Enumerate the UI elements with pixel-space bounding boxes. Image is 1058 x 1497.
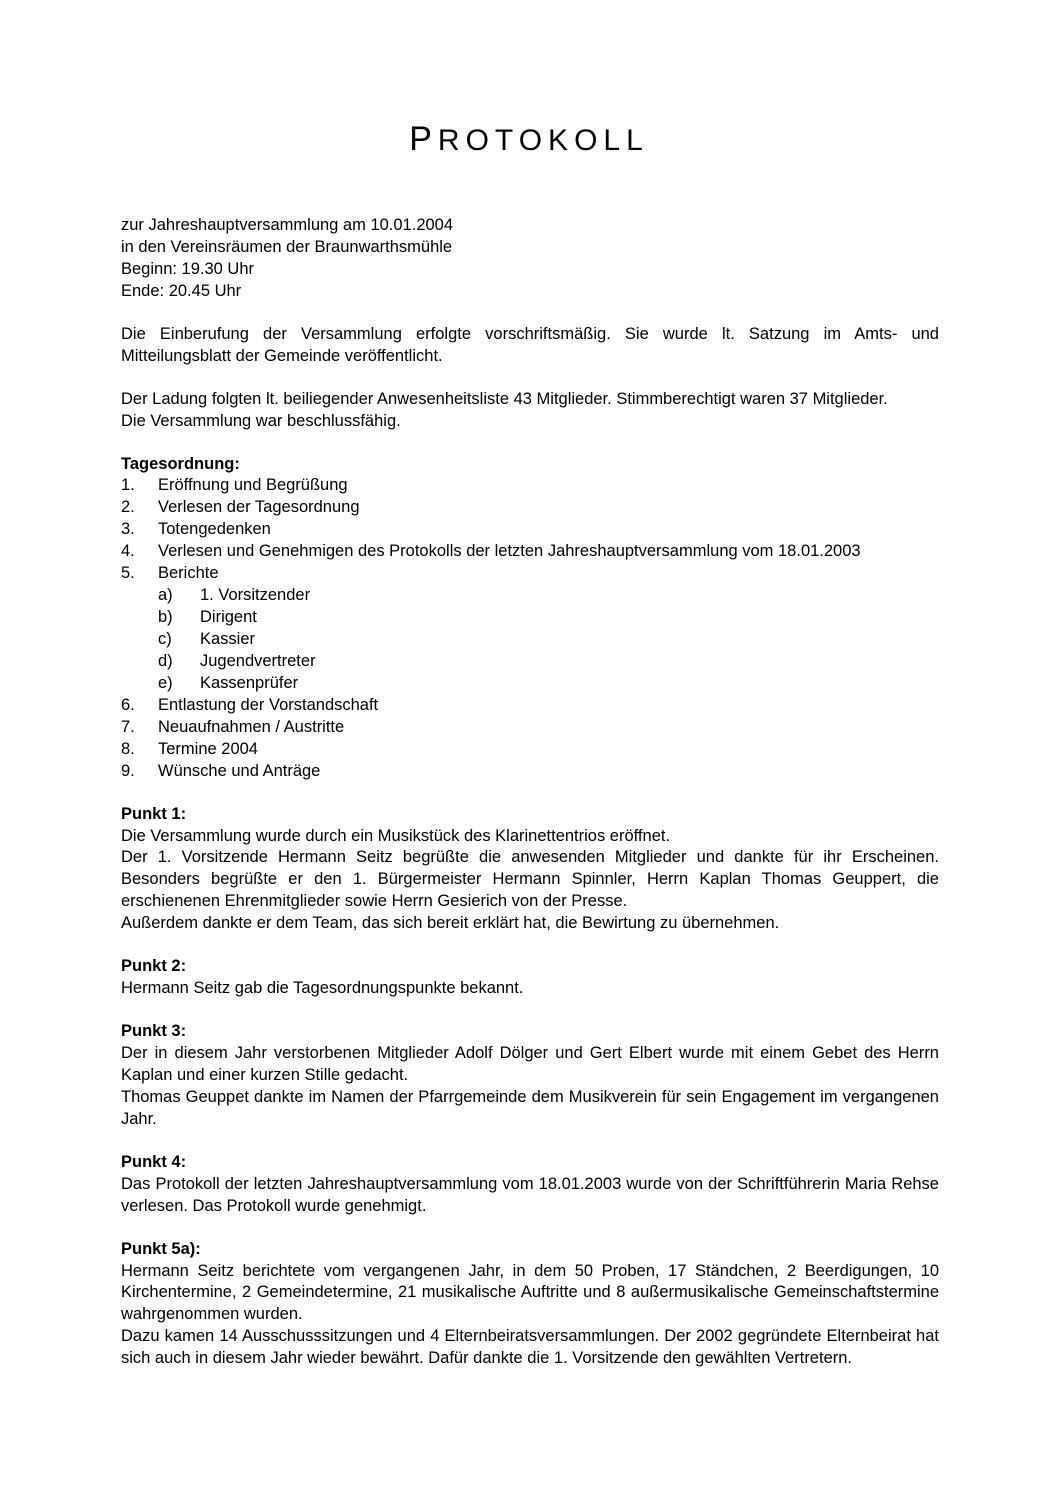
- title-letter: O: [518, 124, 549, 157]
- section-paragraph: Hermann Seitz gab die Tagesordnungspunkte bekannt.: [121, 979, 524, 998]
- list-item: [121, 563, 939, 585]
- agenda-sub-text: Jugendvertreter: [200, 651, 316, 670]
- agenda-sublist-wrap: [121, 585, 939, 695]
- title-letter: K: [548, 124, 575, 157]
- header-line: Beginn: 19.30 Uhr: [121, 259, 255, 278]
- agenda-sub-label: b): [158, 608, 173, 627]
- list-item: [121, 475, 939, 497]
- section-paragraph: Hermann Seitz berichtete vom vergangenen Jahr, in dem 50 Proben, 17 Ständchen, 2 Beerdigungen, 10 Kirchentermine, 2 Gemeindetermine, 21 musikalische Auftritte und 8 außermusikalische Gemeinschaftstermine wahrgenommen wurden.: [121, 1261, 939, 1324]
- list-item: [121, 541, 939, 563]
- section-paragraph: Der 1. Vorsitzende Hermann Seitz begrüßte die anwesenden Mitglieder und dankte für ihr Erscheinen. Besonders begrüßte er den 1. Bürgermeister Hermann Spinnler, Herrn Kaplan Thomas Geuppert, die erschienenen Ehrenmitglieder sowie Herrn Gesierich von der Presse.: [121, 848, 939, 911]
- list-item: [158, 651, 939, 673]
- agenda-number: 3.: [121, 520, 135, 539]
- agenda-text: Berichte: [158, 564, 219, 583]
- agenda-sublist: [158, 585, 939, 695]
- section-heading: Punkt 5a):: [121, 1239, 201, 1258]
- page-title: [0, 0, 1058, 159]
- section-paragraph: Dazu kamen 14 Ausschusssitzungen und 4 Elternbeiratsversammlungen. Der 2002 gegründete Elternbeirat hat sich auch in diesem Jahr wieder bewährt. Dafür dankte die 1. Vorsitzende den gewählten Vertretern.: [121, 1327, 939, 1368]
- section-punkt-5a: [121, 1239, 939, 1371]
- agenda-sub-text: 1. Vorsitzender: [200, 586, 311, 605]
- header-line: in den Vereinsräumen der Braunwarthsmühle: [121, 237, 453, 256]
- section-heading: Punkt 3:: [121, 1022, 187, 1041]
- section-paragraph: Die Versammlung wurde durch ein Musikstück des Klarinettentrios eröffnet.: [121, 826, 671, 845]
- list-item: [121, 739, 939, 761]
- list-item: [121, 519, 939, 541]
- spacer: [121, 368, 939, 389]
- title-letter: O: [465, 124, 495, 157]
- agenda-heading: Tagesordnung:: [121, 454, 240, 473]
- section-punkt-1: [121, 804, 939, 936]
- list-item: [121, 497, 939, 519]
- header-line: Ende: 20.45 Uhr: [121, 281, 242, 300]
- header-line: zur Jahreshauptversammlung am 10.01.2004: [121, 216, 454, 234]
- agenda-sub-text: Kassenprüfer: [200, 673, 299, 692]
- agenda-sub-text: Dirigent: [200, 608, 257, 627]
- section-paragraph: Das Protokoll der letzten Jahreshauptversammlung vom 18.01.2003 wurde von der Schriftführerin Maria Rehse verlesen. Das Protokoll wurde genehmigt.: [121, 1174, 939, 1215]
- list-item: [158, 673, 939, 695]
- section-paragraph: Außerdem dankte er dem Team, das sich bereit erklärt hat, die Bewirtung zu übernehmen.: [121, 914, 780, 933]
- agenda-sub-label: e): [158, 673, 173, 692]
- agenda-list: [121, 475, 939, 585]
- list-item: [158, 585, 939, 607]
- agenda-text: Wünsche und Anträge: [158, 761, 321, 780]
- agenda-text: Entlastung der Vorstandschaft: [158, 695, 379, 714]
- list-item: [121, 761, 939, 783]
- spacer: [121, 303, 939, 324]
- agenda-sub-label: d): [158, 651, 173, 670]
- agenda-number: 8.: [121, 739, 135, 758]
- agenda-sub-label: a): [158, 586, 173, 605]
- section-heading: Punkt 4:: [121, 1152, 187, 1171]
- title-letter: R: [437, 124, 466, 157]
- agenda-text: Verlesen und Genehmigen des Protokolls der letzten Jahreshauptversammlung vom 18.01.2003: [158, 542, 861, 561]
- section-paragraph: Thomas Geuppet dankte im Namen der Pfarrgemeinde dem Musikverein für sein Engagement im vergangenen Jahr.: [121, 1087, 939, 1128]
- agenda-number: 5.: [121, 564, 135, 583]
- intro-paragraph-3: Die Versammlung war beschlussfähig.: [121, 411, 401, 430]
- spacer: [121, 433, 939, 454]
- list-item: [121, 717, 939, 739]
- title-letter: L: [603, 124, 627, 157]
- agenda-list-continued: [121, 695, 939, 783]
- agenda-number: 1.: [121, 476, 135, 495]
- agenda-text: Eröffnung und Begrüßung: [158, 476, 348, 495]
- list-item: [158, 629, 939, 651]
- agenda-number: 4.: [121, 542, 135, 561]
- section-punkt-2: [121, 956, 939, 1000]
- section-heading: Punkt 1:: [121, 804, 187, 823]
- title-letter: T: [494, 124, 519, 157]
- agenda-sub-text: Kassier: [200, 630, 256, 648]
- title-letter: O: [574, 124, 604, 157]
- document-body: [121, 215, 939, 1370]
- agenda-text: Verlesen der Tagesordnung: [158, 498, 360, 517]
- agenda-number: 2.: [121, 498, 135, 517]
- list-item: [158, 607, 939, 629]
- agenda-number: 9.: [121, 761, 135, 780]
- agenda-number: 6.: [121, 695, 135, 714]
- section-heading: Punkt 2:: [121, 957, 187, 976]
- title-letter: L: [626, 124, 649, 157]
- intro-paragraph-2: Der Ladung folgten lt. beiliegender Anwesenheitsliste 43 Mitglieder. Stimmberechtigt waren 37 Mitglieder.: [121, 389, 888, 408]
- agenda-text: Neuaufnahmen / Austritte: [158, 717, 345, 736]
- section-punkt-3: [121, 1021, 939, 1131]
- section-punkt-4: [121, 1152, 939, 1218]
- agenda-text: Totengedenken: [158, 520, 271, 539]
- intro-paragraph-1: Die Einberufung der Versammlung erfolgte vorschriftsmäßig. Sie wurde lt. Satzung im Amts- und Mitteilungsblatt der Gemeinde veröffentlicht.: [121, 324, 939, 365]
- title-letter: P: [409, 120, 438, 158]
- agenda-sub-label: c): [158, 630, 172, 648]
- list-item: [121, 695, 939, 717]
- section-paragraph: Der in diesem Jahr verstorbenen Mitglieder Adolf Dölger und Gert Elbert wurde mit einem Gebet des Herrn Kaplan und einer kurzen Stille gedacht.: [121, 1044, 939, 1084]
- agenda-number: 7.: [121, 717, 135, 736]
- meeting-header: [121, 215, 939, 303]
- agenda-text: Termine 2004: [158, 739, 258, 758]
